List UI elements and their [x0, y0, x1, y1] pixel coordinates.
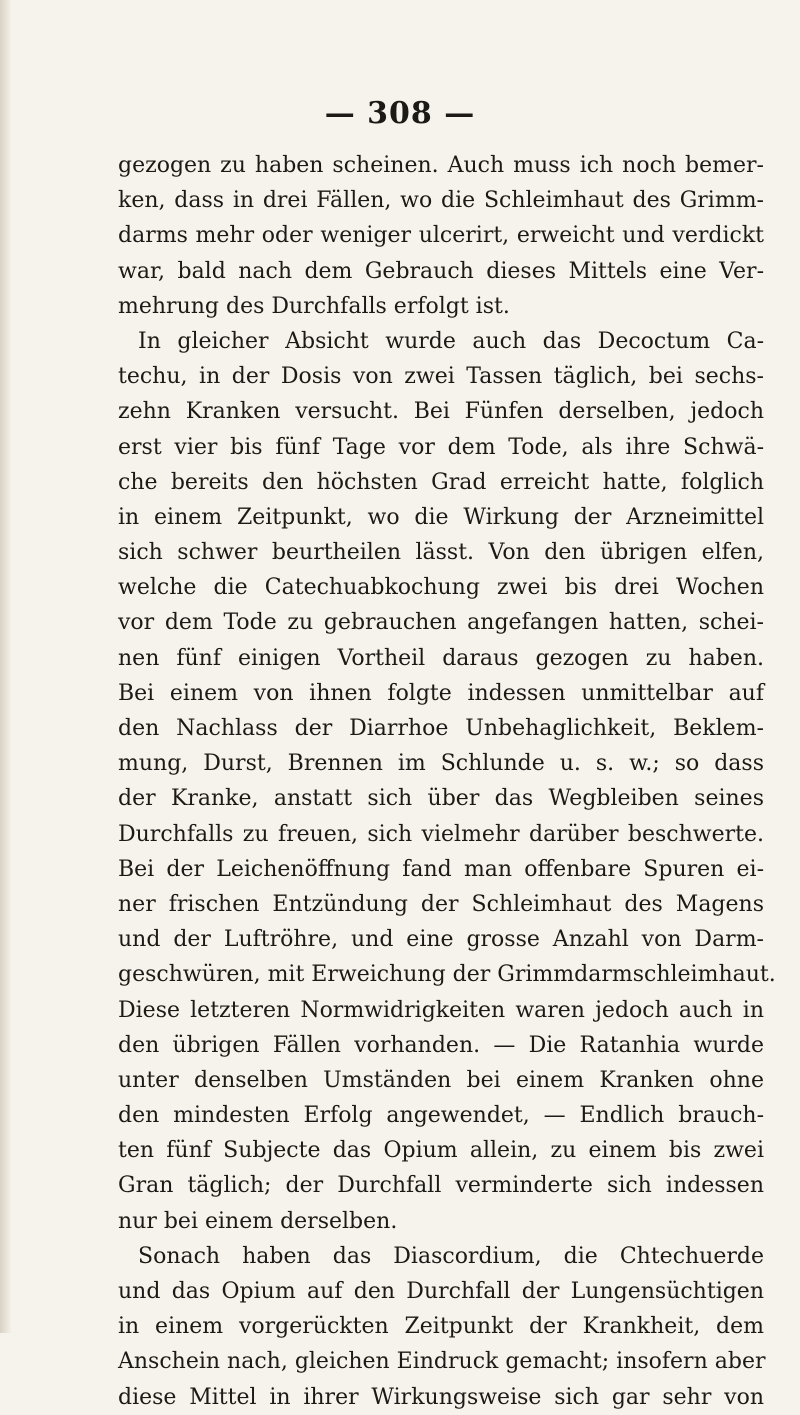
text-line: Durchfalls zu freuen, sich vielmehr darüber beschwerte.: [118, 821, 764, 847]
text-line: mung, Durst, Brennen im Schlunde u. s. w.; so dass: [118, 751, 764, 777]
text-line: nen fünf einigen Vortheil daraus gezogen zu haben.: [118, 645, 764, 671]
text-line: welche die Catechuabkochung zwei bis drei Wochen: [118, 575, 764, 601]
text-line: techu, in der Dosis von zwei Tassen täglich, bei sechs-: [118, 364, 764, 390]
text-line: gezogen zu haben scheinen. Auch muss ich noch bemer-: [118, 153, 764, 178]
text-line: diese Mittel in ihrer Wirkungsweise sich gar sehr von: [118, 1384, 764, 1410]
text-line: ken, dass in drei Fällen, wo die Schleimhaut des Grimm-: [118, 188, 764, 214]
text-line: Sonach haben das Diascordium, die Chtechuerde: [138, 1243, 764, 1269]
text-line: Bei einem von ihnen folgte indessen unmittelbar auf: [118, 680, 764, 706]
body-text: [118, 148, 776, 1415]
text-line: darms mehr oder weniger ulcerirt, erweicht und verdickt: [118, 223, 764, 249]
text-line: den übrigen Fällen vorhanden. — Die Ratanhia wurde: [118, 1032, 764, 1058]
text-line: Gran täglich; der Durchfall verminderte sich indessen: [118, 1173, 764, 1199]
text-line: ten fünf Subjecte das Opium allein, zu einem bis zwei: [118, 1138, 764, 1164]
page-edge-shadow: [0, 0, 12, 1333]
text-line: in einem Zeitpunkt, wo die Wirkung der Arzneimittel: [118, 504, 764, 530]
text-line: den mindesten Erfolg angewendet, — Endlich brauch-: [118, 1103, 764, 1129]
text-line: che bereits den höchsten Grad erreicht hatte, folglich: [118, 469, 764, 495]
text-line: Bei der Leichenöffnung fand man offenbare Spuren ei-: [118, 856, 764, 882]
text-line: erst vier bis fünf Tage vor dem Tode, als ihre Schwä-: [118, 434, 764, 460]
text-line: vor dem Tode zu gebrauchen angefangen hatten, schei-: [118, 610, 764, 636]
text-line: der Kranke, anstatt sich über das Wegbleiben seines: [118, 786, 764, 812]
text-line: ner frischen Entzündung der Schleimhaut des Magens: [118, 891, 764, 917]
text-line: und der Luftröhre, und eine grosse Anzahl von Darm-: [118, 927, 764, 953]
text-line: den Nachlass der Diarrhoe Unbehaglichkeit, Beklem-: [118, 716, 764, 741]
text-line: geschwüren, mit Erweichung der Grimmdarmschleimhaut.: [118, 962, 776, 988]
text-line: war, bald nach dem Gebrauch dieses Mittels eine Ver-: [118, 258, 764, 284]
text-line: Anschein nach, gleichen Eindruck gemacht; insofern aber: [118, 1349, 766, 1375]
page-number-header: — 308 —: [324, 96, 476, 131]
text-line: In gleicher Absicht wurde auch das Decoctum Ca-: [138, 328, 764, 354]
text-line: und das Opium auf den Durchfall der Lungensüchtigen: [118, 1279, 764, 1304]
text-line: Diese letzteren Normwidrigkeiten waren jedoch auch in: [118, 997, 764, 1023]
text-line: nur bei einem derselben.: [118, 1208, 398, 1234]
text-line: zehn Kranken versucht. Bei Fünfen derselben, jedoch: [118, 399, 764, 425]
text-line: unter denselben Umständen bei einem Kranken ohne: [118, 1067, 764, 1093]
text-line: sich schwer beurtheilen lässt. Von den übrigen elfen,: [118, 540, 764, 566]
text-line: in einem vorgerückten Zeitpunkt der Krankheit, dem: [118, 1314, 764, 1340]
text-line: mehrung des Durchfalls erfolgt ist.: [118, 293, 510, 319]
